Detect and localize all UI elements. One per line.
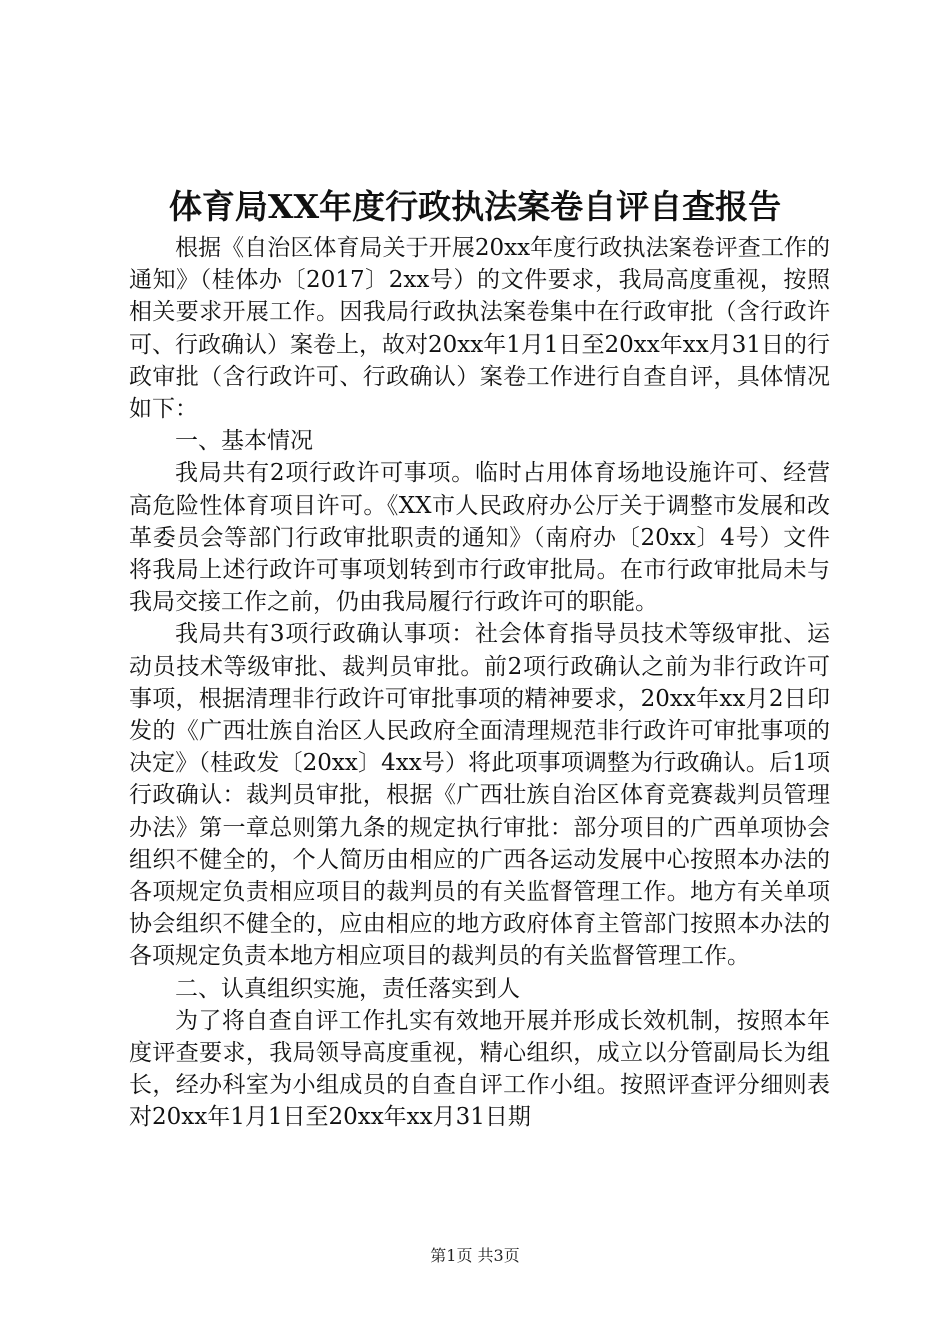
section-heading-organization: 二、认真组织实施，责任落实到人 xyxy=(175,975,520,1002)
document-title: 体育局XX年度行政执法案卷自评自查报告 xyxy=(168,187,782,226)
paragraph-licensing-items: 我局共有2项行政许可事项。临时占用体育场地设施许可、经营高危险性体育项目许可。《XX市人民政府办公厅关于调整市发展和改革委员会等部门行政审批职责的通知》（南府办〔20xx〕4号）文件将我局上述行政许可事项划转到市行政审批局。在市行政审批局未与我局交接工作之前，仍由我局履行行政许可的职能。 xyxy=(129,460,830,616)
paragraph-self-inspection: 为了将自查自评工作扎实有效地开展并形成长效机制，按照本年度评查要求，我局领导高度重视，精心组织，成立以分管副局长为组长，经办科室为小组成员的自查自评工作小组。按照评查评分细则表对20xx年1月1日至20xx年xx月31日期 xyxy=(129,1007,830,1131)
paragraph-confirmation-items: 我局共有3项行政确认事项：社会体育指导员技术等级审批、运动员技术等级审批、裁判员审批。前2项行政确认之前为非行政许可事项，根据清理非行政许可审批事项的精神要求，20xx年xx月2日印发的《广西壮族自治区人民政府全面清理规范非行政许可审批事项的决定》（桂政发〔20xx〕4xx号）将此项事项调整为行政确认。后1项行政确认：裁判员审批，根据《广西壮族自治区体育竞赛裁判员管理办法》第一章总则第九条的规定执行审批：部分项目的广西单项协会组织不健全的，个人简历由相应的广西各运动发展中心按照本办法的各项规定负责相应项目的裁判员的有关监督管理工作。地方有关单项协会组织不健全的，应由相应的地方政府体育主管部门按照本办法的各项规定负责本地方相应项目的裁判员的有关监督管理工作。 xyxy=(129,621,830,970)
page-footer: 第1页 共3页 xyxy=(430,1246,520,1265)
section-heading-basic-info: 一、基本情况 xyxy=(175,428,313,455)
document-body xyxy=(129,232,830,1134)
paragraph-intro: 根据《自治区体育局关于开展20xx年度行政执法案卷评查工作的通知》（桂体办〔2017〕2xx号）的文件要求，我局高度重视，按照相关要求开展工作。因我局行政执法案卷集中在行政审批（含行政许可、行政确认）案卷上，故对20xx年1月1日至20xx年xx月31日的行政审批（含行政许可、行政确认）案卷工作进行自查自评，具体情况如下： xyxy=(129,235,830,423)
